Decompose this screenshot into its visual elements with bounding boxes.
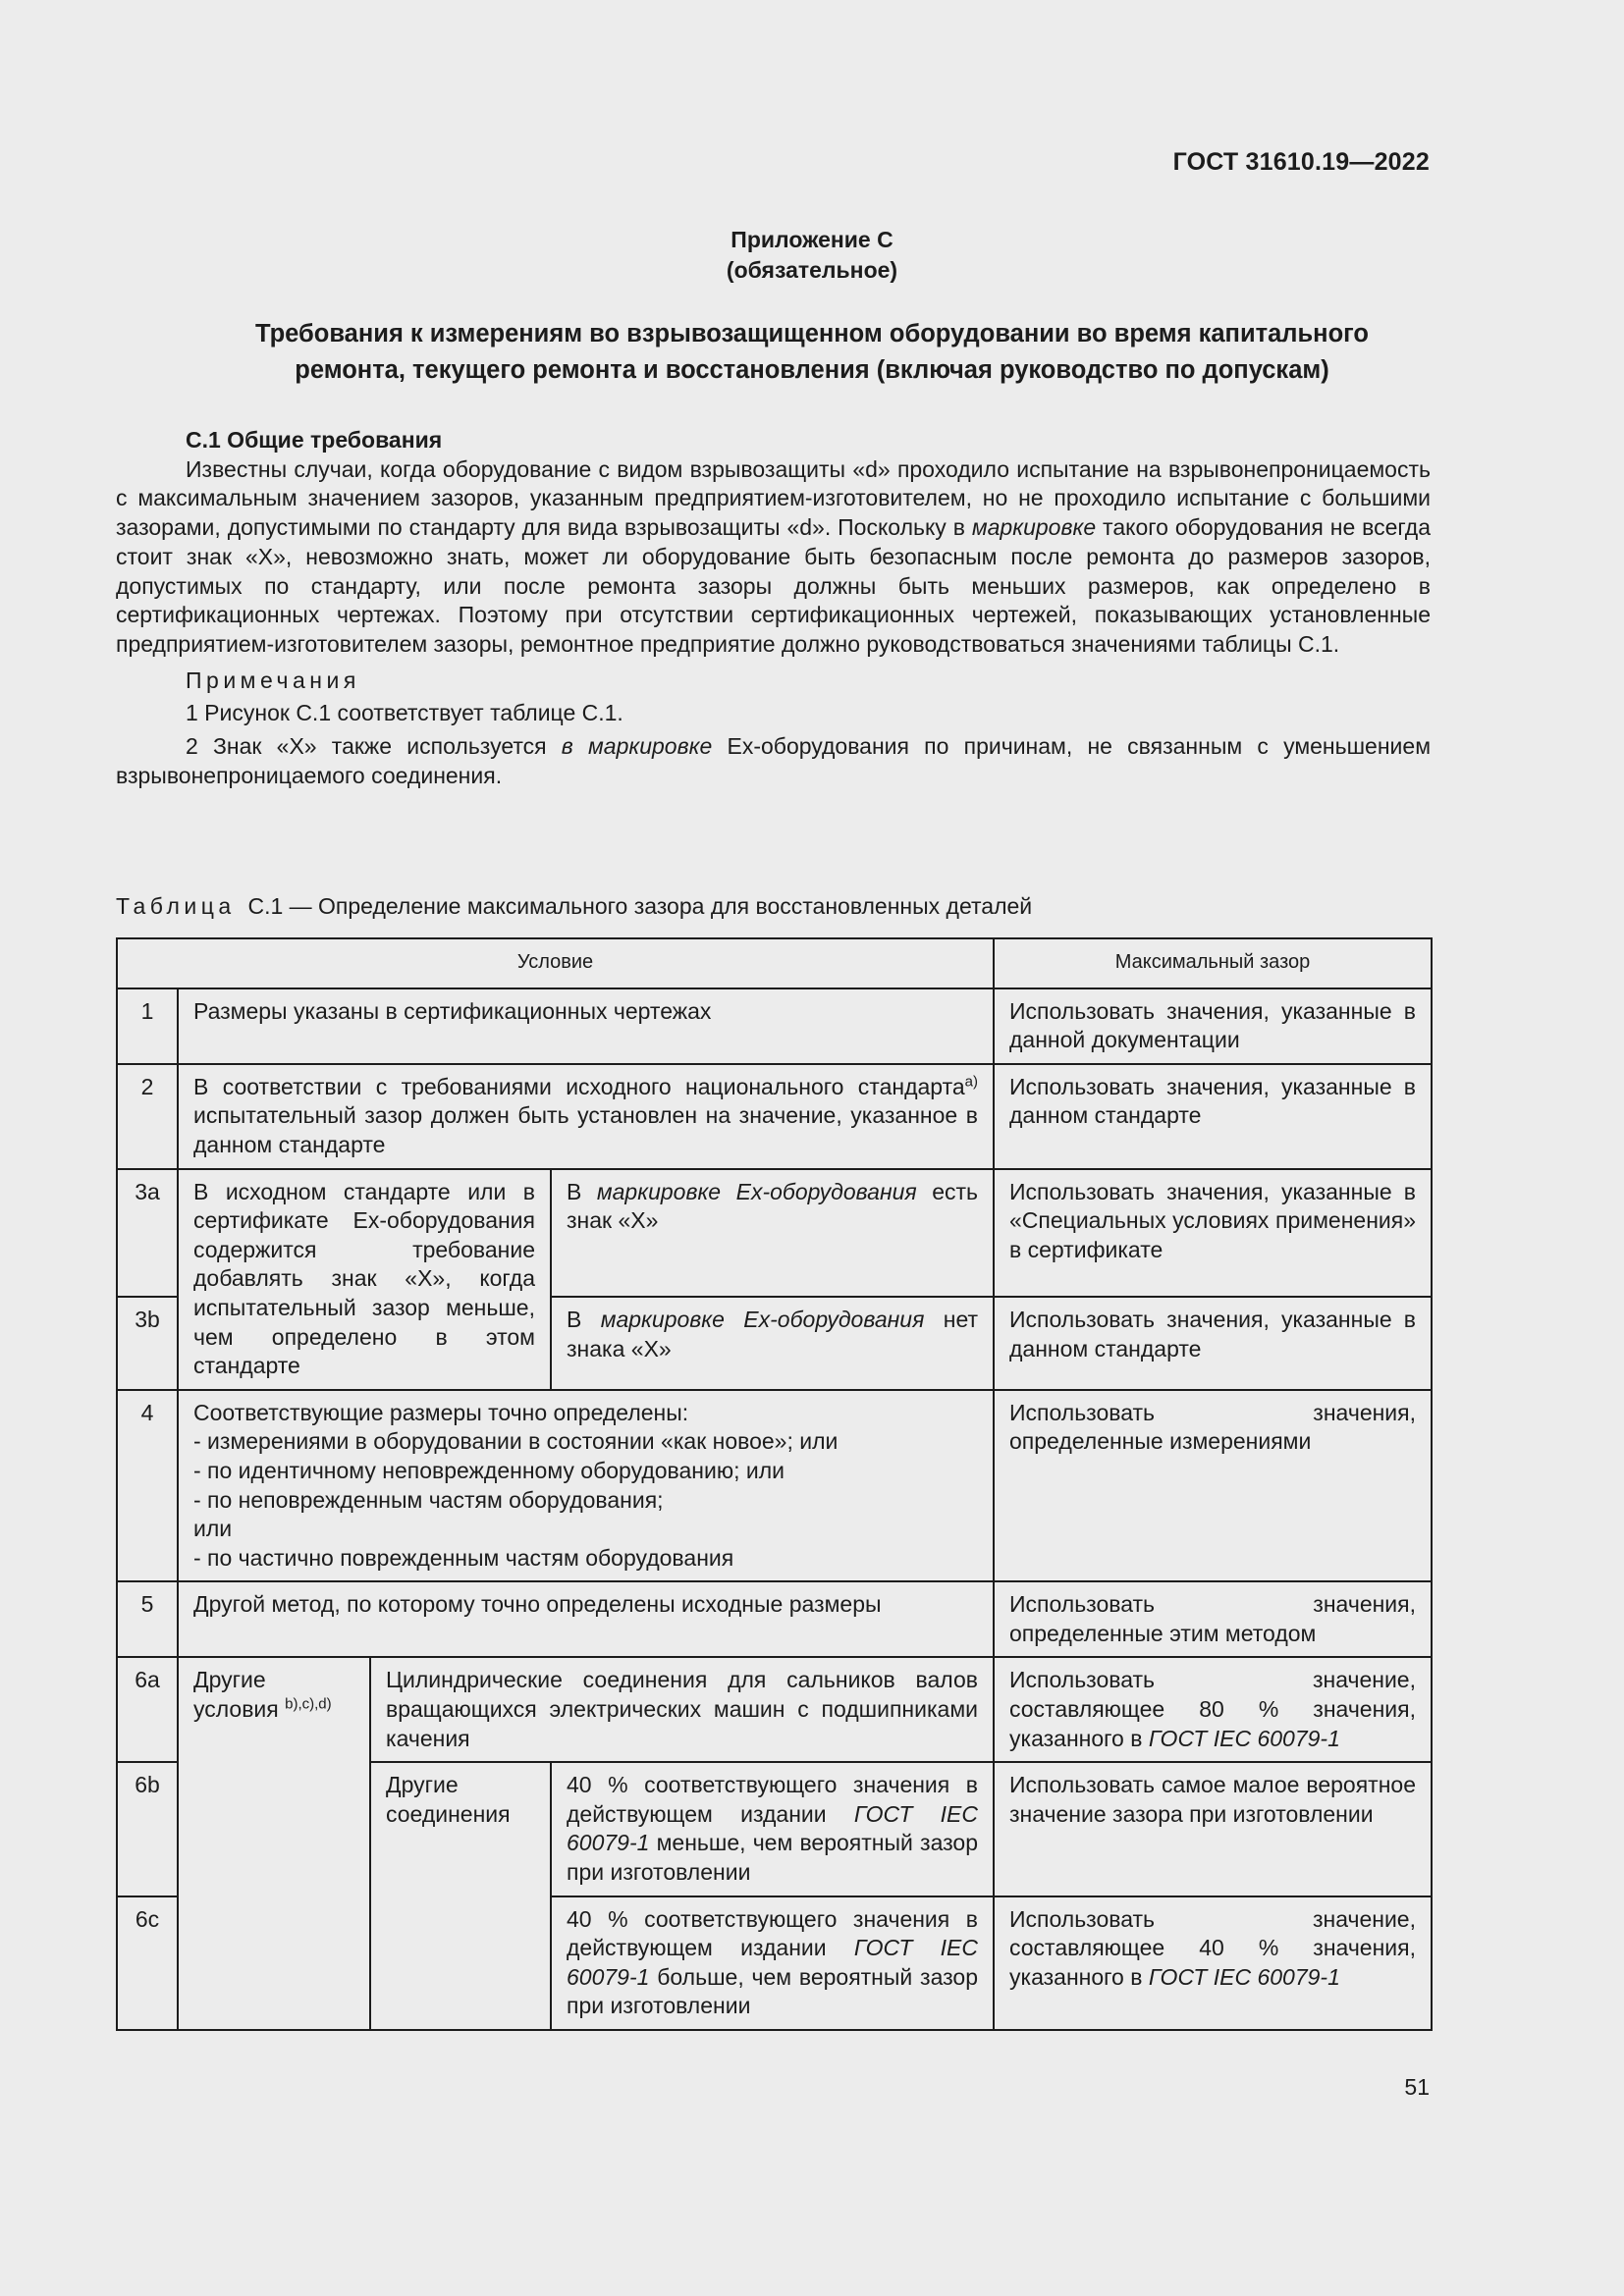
appendix-heading xyxy=(0,225,1624,286)
note-2-emphasis: в маркировке xyxy=(561,733,713,760)
page-number: 51 xyxy=(1404,2074,1430,2100)
row-number: 6a xyxy=(117,1657,178,1762)
subcondition-cell xyxy=(551,1169,994,1298)
subcondition-emphasis: маркировке Ех-оборудования xyxy=(596,1178,917,1204)
subcondition-text: есть знак «Х» xyxy=(567,1178,979,1234)
subcondition-emphasis: ГОСТ IEC 60079-1 xyxy=(567,1800,978,1856)
section-title: С.1 Общие требования xyxy=(186,427,443,453)
subcondition-text: В xyxy=(567,1178,597,1204)
gap-cell: Использовать значения, указанные в данном стандарте xyxy=(994,1064,1432,1169)
section-paragraph xyxy=(116,455,1431,660)
condition-cell xyxy=(178,1064,994,1169)
footnote-ref: b),c),d) xyxy=(285,1695,332,1713)
table-caption-label: Таблица xyxy=(116,893,236,919)
document-code: ГОСТ 31610.19—2022 xyxy=(1172,148,1430,176)
row-number: 3a xyxy=(117,1169,178,1298)
condition-line: - по идентичному неповрежденному оборудованию; или xyxy=(193,1457,785,1483)
other-conditions-text: Другие условия xyxy=(193,1667,279,1723)
table-row xyxy=(117,1169,1432,1298)
condition-line: - по частично поврежденным частям оборудования xyxy=(193,1544,734,1571)
note-1: 1 Рисунок С.1 соответствует таблице С.1. xyxy=(186,700,623,726)
table-caption-text: С.1 — Определение максимального зазора для восстановленных деталей xyxy=(247,893,1033,919)
header-max-gap: Максимальный зазор xyxy=(994,938,1432,988)
appendix-title: Приложение С xyxy=(731,227,893,252)
gap-cell: Использовать значения, указанные в данной документации xyxy=(994,988,1432,1064)
other-conditions-cell xyxy=(178,1657,370,2030)
header-condition: Условие xyxy=(117,938,994,988)
row-number: 2 xyxy=(117,1064,178,1169)
condition-text-a: В соответствии с требованиями исходного национального стандарта xyxy=(193,1073,965,1099)
appendix-status: (обязательное) xyxy=(726,257,898,283)
gap-cell: Использовать значения, указанные в данном стандарте xyxy=(994,1297,1432,1389)
table-row xyxy=(117,1581,1432,1657)
condition-cell: Размеры указаны в сертификационных чертежах xyxy=(178,988,994,1064)
table-caption xyxy=(116,893,1032,920)
gap-cell: Использовать значения, определенные измерениями xyxy=(994,1390,1432,1582)
row-number: 1 xyxy=(117,988,178,1064)
gap-cell xyxy=(994,1657,1432,1762)
gap-cell: Использовать самое малое вероятное значение зазора при изготовлении xyxy=(994,1762,1432,1896)
subcondition-emphasis: ГОСТ IEC 60079-1 xyxy=(567,1935,978,1990)
row-number: 5 xyxy=(117,1581,178,1657)
gap-cell xyxy=(994,1896,1432,2030)
condition-line: - по неповрежденным частям оборудования; xyxy=(193,1486,664,1513)
main-title-line-2: ремонта, текущего ремонта и восстановления (включая руководство по допускам) xyxy=(295,356,1329,384)
table-row xyxy=(117,988,1432,1064)
condition-line: Соответствующие размеры точно определены: xyxy=(193,1399,689,1425)
gap-text: Использовать значение, составляющее 40 % значения, указанного в xyxy=(1009,1905,1416,1990)
section-content xyxy=(116,426,1431,790)
table-row xyxy=(117,1064,1432,1169)
gap-emphasis: ГОСТ IEC 60079-1 xyxy=(1148,1725,1340,1751)
subcondition-cell xyxy=(551,1896,994,2030)
subcondition-cell xyxy=(551,1762,994,1896)
subcondition-cell xyxy=(551,1297,994,1389)
subcondition-text: 40 % соответствующего значения в действующем издании xyxy=(567,1772,978,1827)
condition-cell: Цилиндрические соединения для сальников валов вращающихся электрических машин с подшипниками качения xyxy=(370,1657,994,1762)
condition-text-b: испытательный зазор должен быть установлен на значение, указанное в данном стандарте xyxy=(193,1102,978,1157)
subcondition-text: В xyxy=(567,1307,601,1333)
main-title-line-1: Требования к измерениям во взрывозащищенном оборудовании во время капитального xyxy=(254,320,1370,347)
row-number: 6b xyxy=(117,1762,178,1896)
row-number: 3b xyxy=(117,1297,178,1389)
note-2-text-a: 2 Знак «Х» также используется xyxy=(186,733,562,760)
row-number: 6c xyxy=(117,1896,178,2030)
gap-emphasis: ГОСТ IEC 60079-1 xyxy=(1148,1963,1340,1990)
subcondition-emphasis: маркировке Ех-оборудования xyxy=(600,1307,925,1333)
condition-line: - измерениями в оборудовании в состоянии «как новое»; или xyxy=(193,1428,839,1455)
table-row xyxy=(117,1657,1432,1762)
paragraph-text-a: Известны случаи, когда оборудование с видом взрывозащиты «d» проходило испытание на взрывонепроницаемость с максимальным значением зазоров, указанным предприятием-изготовителем, но не проходило испытание с большими зазорами, допустимыми по стандарту для вида взрывозащиты «d». Поскольку в xyxy=(116,455,1431,541)
table-header-row xyxy=(117,938,1432,988)
gap-table xyxy=(116,937,1433,2031)
subcondition-text: нет знака «Х» xyxy=(567,1307,979,1362)
subcondition-text: 40 % соответствующего значения в действующем издании xyxy=(567,1905,978,1961)
gap-text: Использовать значение, составляющее 80 % значения, указанного в xyxy=(1009,1667,1416,1751)
main-title xyxy=(116,316,1508,389)
paragraph-text-b: такого оборудования не всегда стоит знак «Х», невозможно знать, может ли оборудование быть безопасным после ремонта до размеров зазоров, допустимых по стандарту, или после ремонта зазоры должны быть меньших размеров, как определено в сертификационных чертежах. Поэтому при отсутствии сертификационных чертежей, показывающих установленные предприятием-изготовителем зазоры, ремонтное предприятие должно руководствоваться значениями таблицы С.1. xyxy=(116,514,1431,657)
row-number: 4 xyxy=(117,1390,178,1582)
note-2-text-b: Ех-оборудования по причинам, не связанным с уменьшением взрывонепроницаемого соединения. xyxy=(116,733,1432,788)
note-2 xyxy=(116,732,1431,790)
condition-cell: Другой метод, по которому точно определены исходные размеры xyxy=(178,1581,994,1657)
other-joints-cell: Другие соединения xyxy=(370,1762,551,2030)
footnote-ref: а) xyxy=(964,1073,978,1091)
gap-cell: Использовать значения, указанные в «Специальных условиях применения» в сертификате xyxy=(994,1169,1432,1298)
notes-heading: Примечания xyxy=(186,667,360,693)
condition-cell: В исходном стандарте или в сертификате Ех-оборудования содержится требование добавлять знак «Х», когда испытательный зазор меньше, чем определено в этом стандарте xyxy=(178,1169,551,1390)
subcondition-text: больше, чем вероятный зазор при изготовлении xyxy=(567,1963,978,2019)
paragraph-emphasis: маркировке xyxy=(971,514,1097,541)
condition-line: или xyxy=(193,1516,233,1542)
condition-cell xyxy=(178,1390,994,1582)
subcondition-text: меньше, чем вероятный зазор при изготовлении xyxy=(567,1830,978,1886)
table-row xyxy=(117,1390,1432,1582)
gap-cell: Использовать значения, определенные этим методом xyxy=(994,1581,1432,1657)
